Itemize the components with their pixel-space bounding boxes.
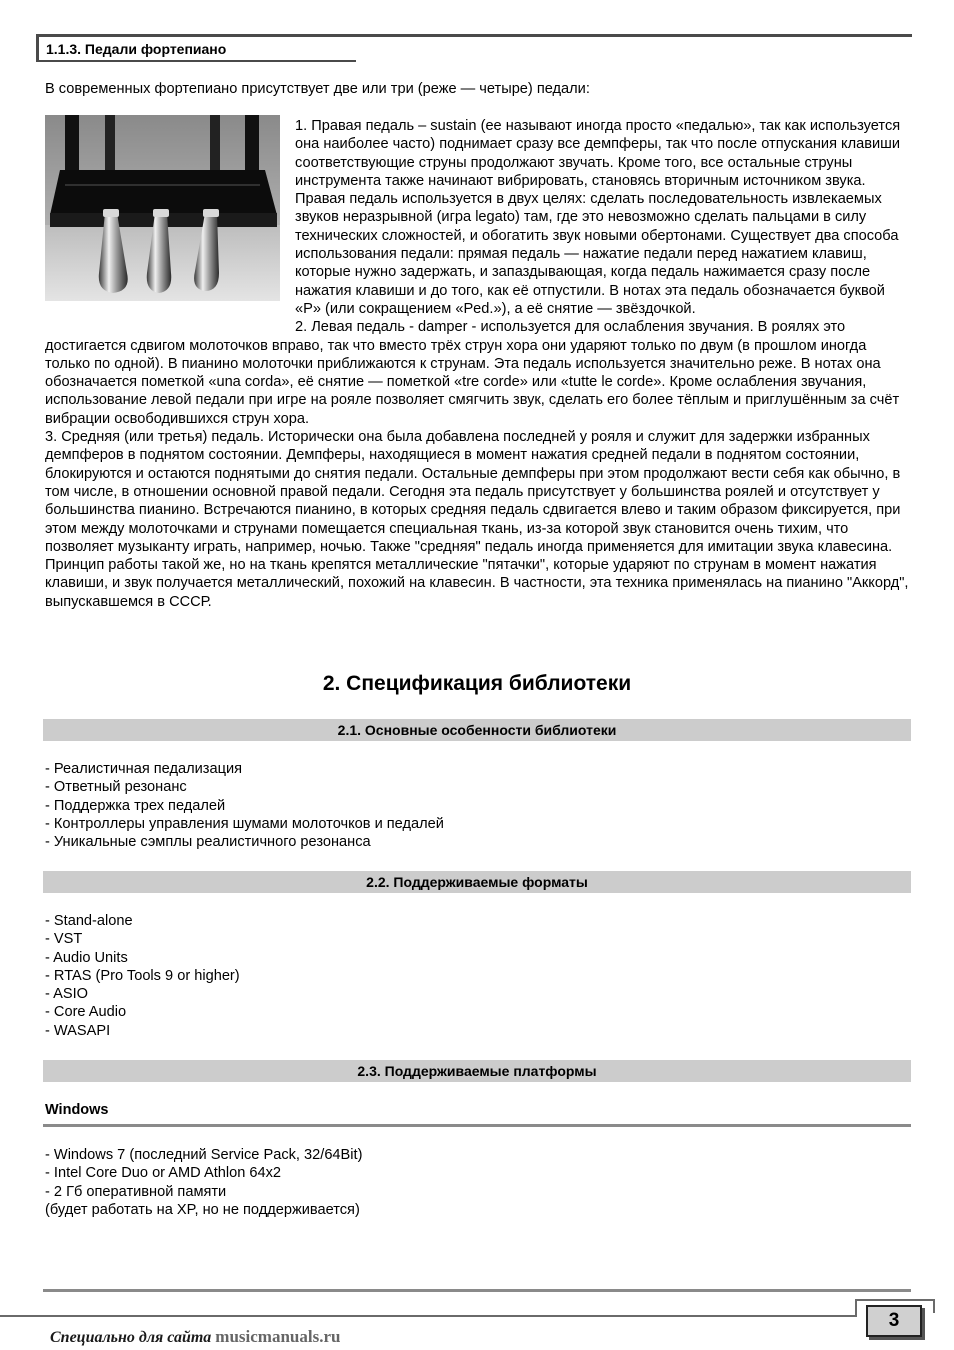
footer-prefix: Специально для сайта	[50, 1329, 216, 1346]
page-title: 2. Спецификация библиотеки	[322, 672, 632, 695]
footer-rule	[43, 1289, 911, 1292]
section-title-113: 1.1.3. Педали фортепиано	[46, 41, 227, 57]
list-item: - 2 Гб оперативной памяти	[45, 1183, 227, 1200]
features-list	[45, 760, 444, 851]
footer-line	[0, 1315, 856, 1317]
list-item: - ASIO	[45, 986, 88, 1003]
list-item: - Intel Core Duo or AMD Athlon 64x2	[45, 1165, 282, 1182]
section-heading-113	[36, 34, 912, 62]
list-item: (будет работать на XP, но не поддерживается)	[45, 1201, 360, 1218]
paragraph-left-pedal: 2. Левая педаль - damper - используется для ослабления звучания. В роялях это достигается сдвигом молоточков вправо, так что вместо трёх струн хора они ударяют только по двум (в прошлом иногда только по одной). В пианино молоточки приближаются к струнам. Эта педаль используется значительно реже. В нотах она обозначается пометкой «una corda», её снятие — пометкой «tre corde» или «tutte le corde». Кроме ослабления звучания, использование левой педали при игре на рояле позволяет смягчить звук, сделать его более тёплым и приглушённым за счёт вибрации освободившихся струн хора.	[45, 319, 900, 427]
list-item: - Уникальные сэмплы реалистичного резонанса	[45, 834, 371, 851]
heading-rule-left	[36, 34, 39, 62]
list-item: - Реалистичная педализация	[45, 761, 242, 777]
windows-rule	[43, 1124, 911, 1127]
footer-site-link[interactable]: musicmanuals.ru	[215, 1327, 341, 1346]
footer-credit	[50, 1327, 340, 1347]
heading-rule	[36, 34, 912, 37]
intro-text: В современных фортепиано присутствует две или три (реже — четыре) педали:	[45, 81, 590, 97]
list-item: - Windows 7 (последний Service Pack, 32/64Bit)	[45, 1147, 363, 1163]
section-band-features: 2.1. Основные особенности библиотеки	[43, 719, 911, 741]
list-item: - Audio Units	[45, 949, 128, 966]
heading-underline	[36, 60, 356, 62]
section-band-platforms: 2.3. Поддерживаемые платформы	[43, 1060, 911, 1082]
paragraph-right-pedal: 1. Правая педаль – sustain (ее называют иногда просто «педалью», так как используется она наиболее часто) поднимает сразу все демпферы, так что после отпускания клавиши соответствующие струны продолжают звучать. Кроме того, все остальные струны инструмента также начинают вибрировать, становясь вторичным источником звука. Правая педаль используется в двух целях: сделать последовательность извлекаемых звуков неразрывной (игра legato) там, где это невозможно сделать пальцами в силу технических сложностей, и обогатить звук новыми обертонами. Существует два способа использования педали: прямая педаль — нажатие педали перед нажатием клавиш, которые нужно задержать, и запаздывающая, когда педаль нажимается сразу после нажатия клавиши и до того, как её отпустили. В нотах эта педаль обозначается буквой «P» (или сокращением «Ped.»), а её снятие — звёздочкой.	[295, 118, 901, 317]
section-band-formats: 2.2. Поддерживаемые форматы	[43, 871, 911, 893]
paragraph-middle-pedal: 3. Средняя (или третья) педаль. Исторически она была добавлена последней у рояля и служит для задержки избранных демпферов в поднятом состоянии. Демпферы, находящиеся в момент нажатия средней педали в поднятом состоянии, блокируются и остаются поднятыми до снятия педали. Остальные демпферы при этом продолжают вести себя как обычно, в том числе, в отношении основной правой педали. Сегодня эта педаль присутствует у большинства роялей и отсутствует у большинства пианино. Встречаются пианино, в которых средняя педаль сдвигается влево и таким образом фиксируется, при этом между молоточками и струнами помещается специальная ткань, из-за которой звук становится очень тихим, что позволяет музыканту играть, например, ночью. Также "средняя" педаль иногда применяется для имитации звука клавесина. Принцип работы такой же, но на ткань крепятся металлические "пятачки", которые ударяют по струнам в момент нажатия клавиши, и звук получается металлический, похожий на клавесин. В частности, эта техника применялась на пианино "Аккорд", выпускавшемся в СССР.	[45, 429, 909, 610]
platforms-list	[45, 1146, 362, 1219]
list-item: - Stand-alone	[45, 913, 133, 929]
windows-label: Windows	[45, 1102, 109, 1118]
list-item: - Контроллеры управления шумами молоточков и педалей	[45, 815, 444, 832]
image-spacer	[45, 117, 295, 319]
list-item: - Ответный резонанс	[45, 779, 187, 796]
formats-list	[45, 912, 240, 1040]
list-item: - Поддержка трех педалей	[45, 797, 226, 814]
pedals-description	[45, 117, 911, 611]
page-number: 3	[866, 1305, 922, 1337]
list-item: - RTAS (Pro Tools 9 or higher)	[45, 967, 240, 984]
list-item: - Core Audio	[45, 1004, 127, 1021]
list-item: - WASAPI	[45, 1022, 111, 1039]
list-item: - VST	[45, 931, 83, 948]
